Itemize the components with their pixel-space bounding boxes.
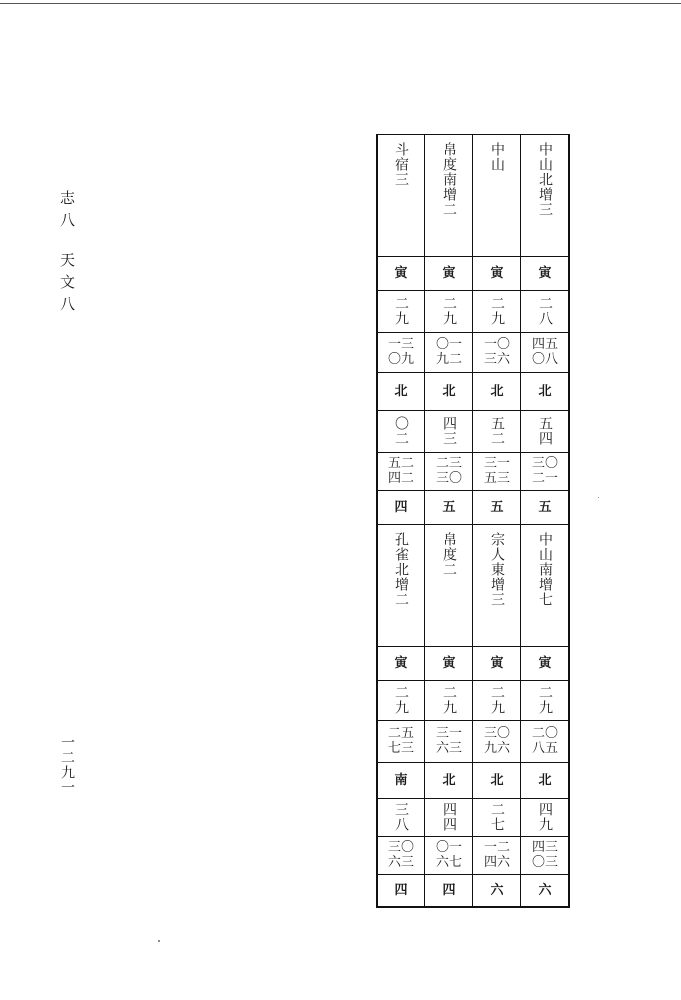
- direction-cell: 北: [490, 383, 504, 399]
- degree-cell: [521, 680, 569, 720]
- header-cell: [521, 532, 569, 644]
- degree-cell: [473, 290, 521, 332]
- star-name: 中山北增三: [537, 142, 553, 217]
- minutes-cell: 二〇 八五: [531, 726, 558, 756]
- header-cell: [377, 532, 425, 644]
- block-divider: [376, 524, 570, 525]
- magnitude-cell: 六: [538, 882, 552, 898]
- latitude-cell: [377, 798, 425, 836]
- direction-cell: 南: [394, 772, 408, 788]
- latitude-cell: [521, 798, 569, 836]
- lat-minutes-cell: 四三 〇三: [531, 840, 558, 870]
- header-cell: [425, 532, 473, 644]
- header-cell: [473, 142, 521, 254]
- scan-speck: [598, 497, 599, 498]
- latitude-value: 五二: [489, 416, 505, 446]
- top-rule: [0, 3, 681, 4]
- lat-minutes-cell: 二三 三〇: [435, 456, 462, 486]
- latitude-cell: [425, 798, 473, 836]
- degree-cell: [425, 290, 473, 332]
- latitude-value: 四三: [441, 416, 457, 446]
- magnitude-cell: 五: [442, 499, 456, 515]
- direction-cell: 北: [442, 383, 456, 399]
- magnitude-cell: 六: [490, 882, 504, 898]
- lat-minutes-cell: 三〇 二一: [531, 456, 558, 486]
- branch-cell: 寅: [490, 655, 504, 671]
- section-title: 志八: [58, 190, 76, 234]
- header-cell: [425, 142, 473, 254]
- latitude-cell: [473, 798, 521, 836]
- magnitude-cell: 五: [538, 499, 552, 515]
- latitude-cell: [377, 410, 425, 452]
- star-name: 斗宿三: [393, 142, 409, 187]
- branch-cell: 寅: [490, 265, 504, 281]
- latitude-cell: [425, 410, 473, 452]
- magnitude-cell: 五: [490, 499, 504, 515]
- lat-minutes-cell: 〇一 六七: [435, 840, 462, 870]
- minutes-cell: 一〇 三六: [483, 337, 510, 367]
- latitude-cell: [473, 410, 521, 452]
- branch-cell: 寅: [394, 265, 408, 281]
- scan-speck: [158, 940, 160, 942]
- table-border-bottom: [376, 906, 570, 908]
- latitude-value: 四四: [441, 802, 457, 832]
- degree-value: 二九: [537, 685, 553, 715]
- star-name: 中山: [489, 142, 505, 172]
- degree-cell: [377, 680, 425, 720]
- branch-cell: 寅: [442, 655, 456, 671]
- minutes-cell: 三一 六三: [435, 726, 462, 756]
- degree-value: 二九: [489, 296, 505, 326]
- star-name: 孔雀北增二: [393, 532, 409, 607]
- latitude-cell: [521, 410, 569, 452]
- lat-minutes-cell: 三〇 六三: [387, 840, 414, 870]
- direction-cell: 北: [538, 772, 552, 788]
- branch-cell: 寅: [442, 265, 456, 281]
- header-cell: [377, 142, 425, 254]
- degree-value: 二九: [393, 685, 409, 715]
- astronomy-table: [376, 134, 570, 908]
- degree-cell: [425, 680, 473, 720]
- lat-minutes-cell: 五二 四二: [387, 456, 414, 486]
- minutes-cell: 三〇 九六: [483, 726, 510, 756]
- degree-cell: [521, 290, 569, 332]
- latitude-value: 五四: [537, 416, 553, 446]
- latitude-value: 二七: [489, 802, 505, 832]
- branch-cell: 寅: [394, 655, 408, 671]
- direction-cell: 北: [490, 772, 504, 788]
- branch-cell: 寅: [538, 265, 552, 281]
- header-cell: [521, 142, 569, 254]
- lat-minutes-cell: 一二 四六: [483, 840, 510, 870]
- magnitude-cell: 四: [394, 882, 408, 898]
- minutes-cell: 一三 〇九: [387, 337, 414, 367]
- minutes-cell: 四五 〇八: [531, 337, 558, 367]
- lat-minutes-cell: 三一 五三: [483, 456, 510, 486]
- star-name: 中山南增七: [537, 532, 553, 607]
- star-name: 宗人東增三: [489, 532, 505, 607]
- branch-cell: 寅: [538, 655, 552, 671]
- page-number: 一二九一: [59, 735, 75, 795]
- degree-value: 二九: [489, 685, 505, 715]
- minutes-cell: 二五 七三: [387, 726, 414, 756]
- magnitude-cell: 四: [394, 499, 408, 515]
- latitude-value: 三八: [393, 802, 409, 832]
- direction-cell: 北: [538, 383, 552, 399]
- table-border-top: [376, 134, 570, 135]
- degree-cell: [473, 680, 521, 720]
- degree-value: 二九: [441, 296, 457, 326]
- header-cell: [473, 532, 521, 644]
- latitude-value: 〇二: [393, 416, 409, 446]
- direction-cell: 北: [442, 772, 456, 788]
- degree-value: 二八: [537, 296, 553, 326]
- minutes-cell: 〇一 九二: [435, 337, 462, 367]
- magnitude-cell: 四: [442, 882, 456, 898]
- star-name: 帛度二: [441, 532, 457, 577]
- degree-cell: [377, 290, 425, 332]
- latitude-value: 四九: [537, 802, 553, 832]
- star-name: 帛度南增二: [441, 142, 457, 217]
- degree-value: 二九: [441, 685, 457, 715]
- degree-value: 二九: [393, 296, 409, 326]
- direction-cell: 北: [394, 383, 408, 399]
- chapter-title: 天文八: [58, 252, 76, 318]
